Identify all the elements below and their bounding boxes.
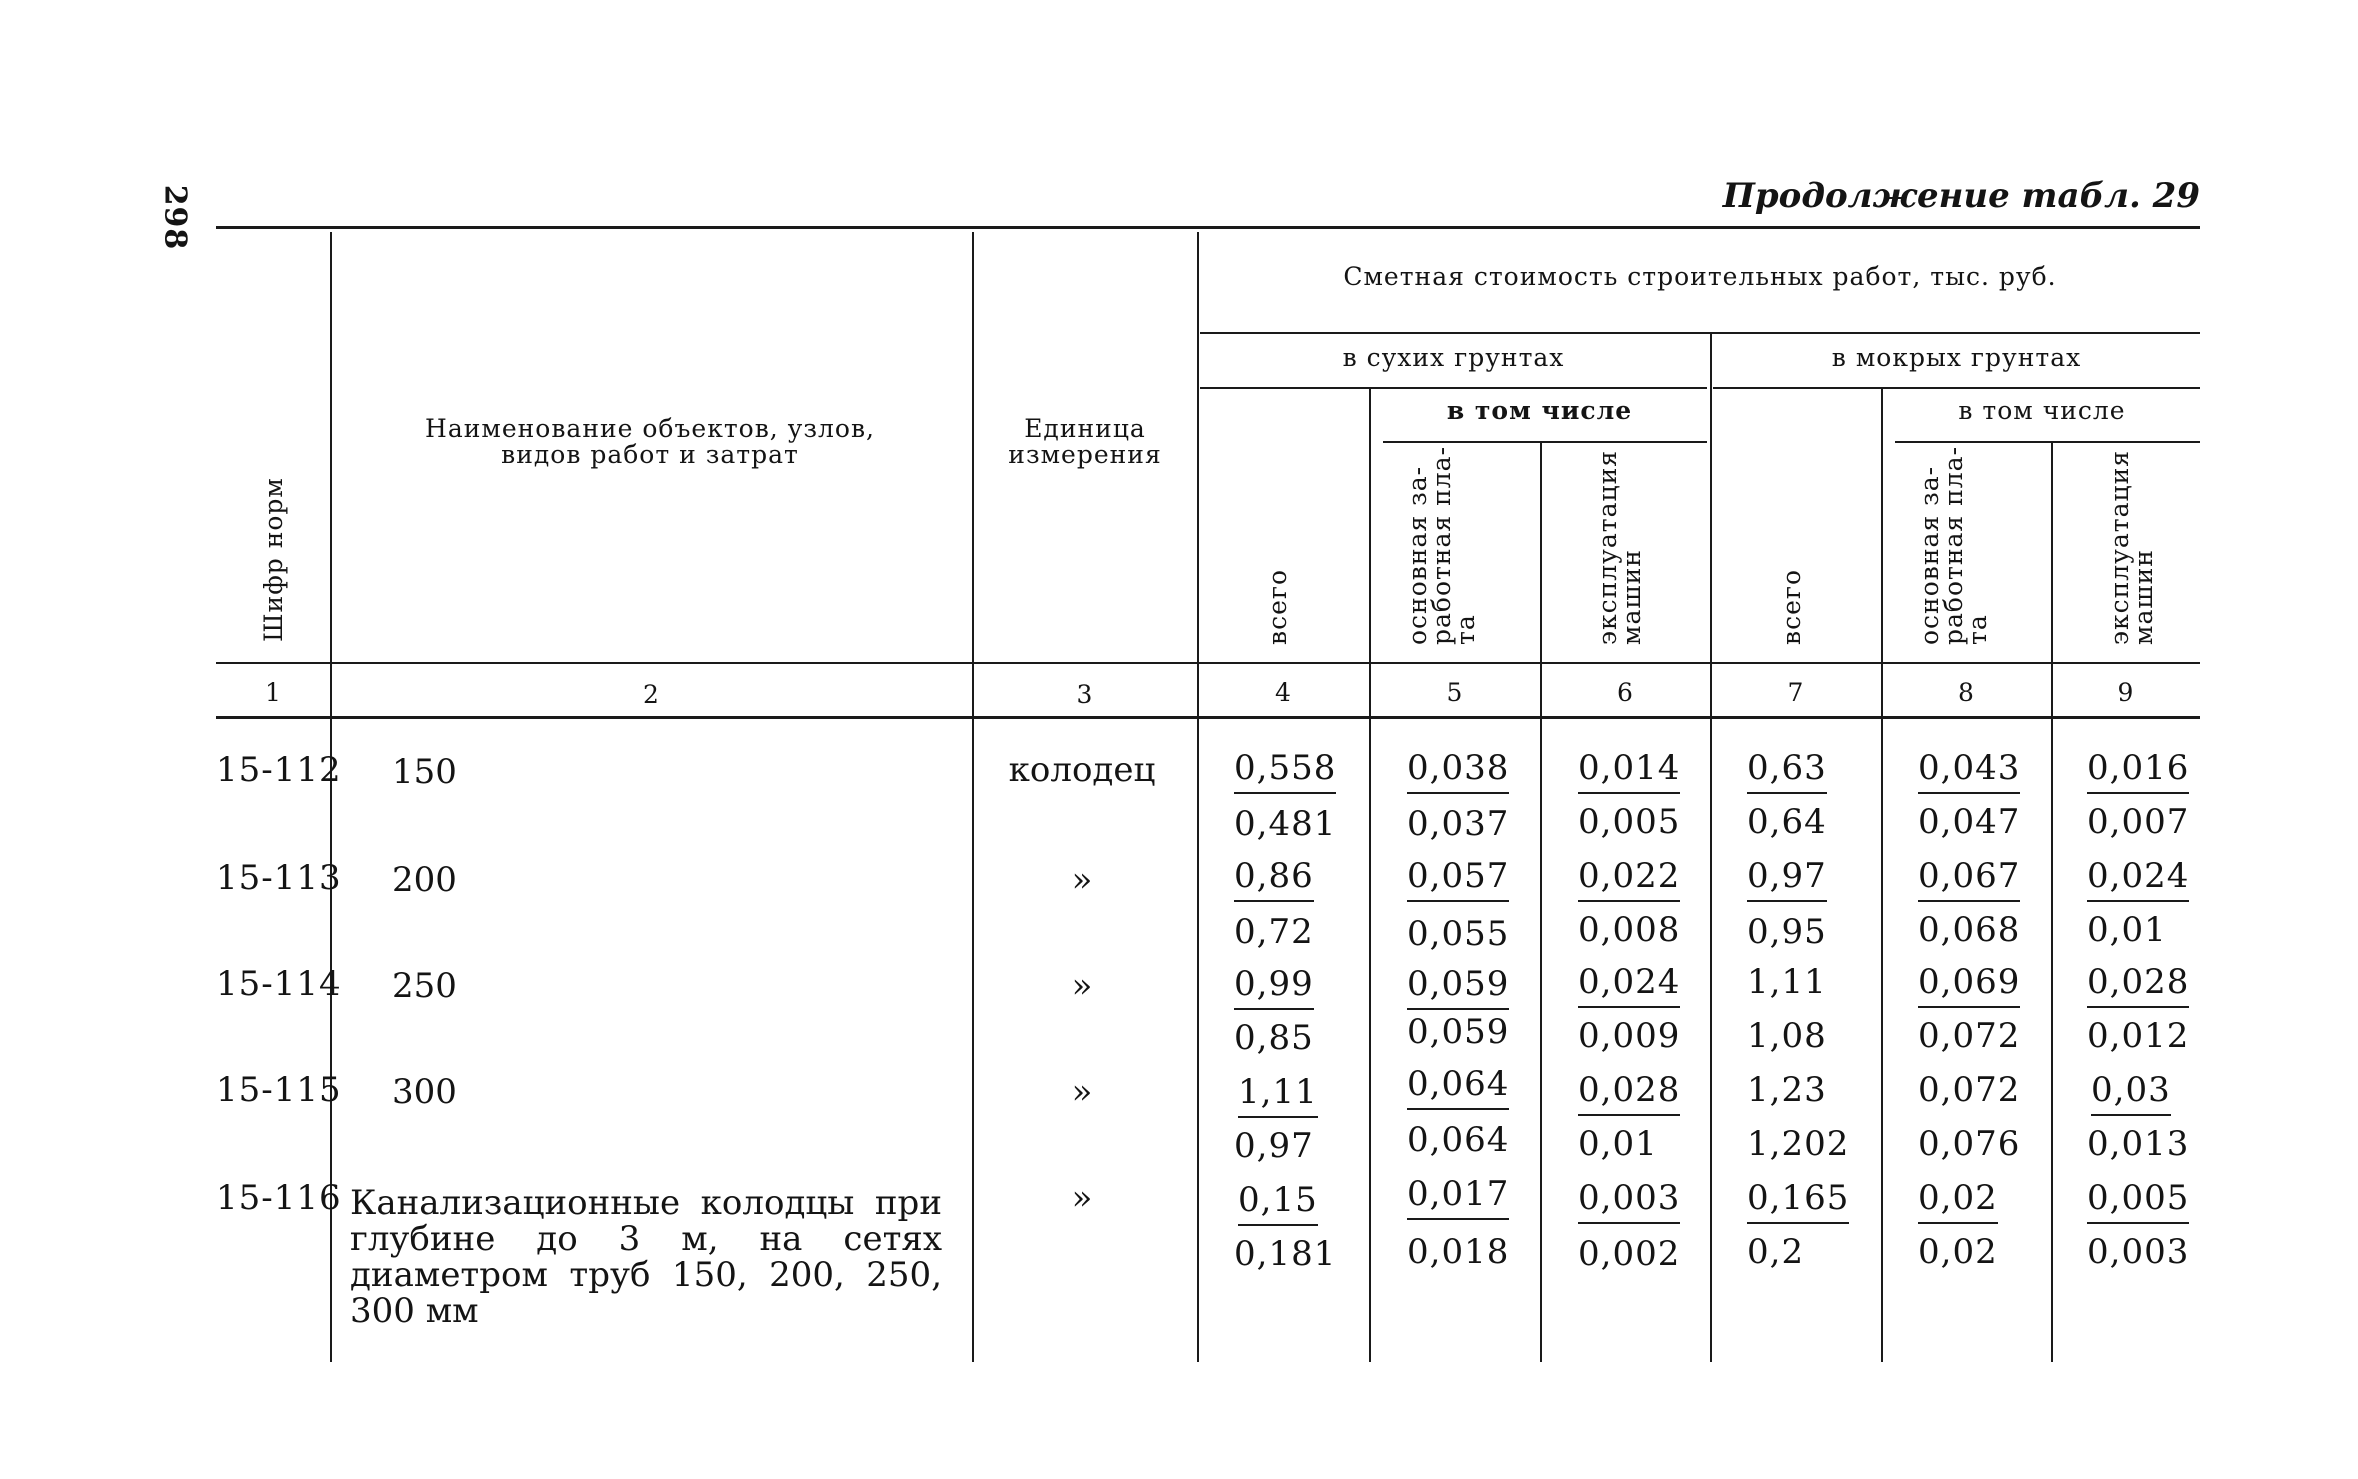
value-bottom: 0,97 xyxy=(1234,1126,1314,1166)
table-top-rule xyxy=(216,226,2200,229)
value-bottom: 0,047 xyxy=(1918,802,2021,842)
header-wage-dry: основная за- работная пла- та xyxy=(1403,445,1480,645)
value-bottom: 0,072 xyxy=(1918,1016,2021,1056)
value-bottom: 0,01 xyxy=(1578,1124,1658,1164)
colnum-1: 1 xyxy=(265,678,281,707)
value-top: 0,017 xyxy=(1407,1174,1509,1220)
dry-wet-rule-dry xyxy=(1200,387,1707,389)
value-top: 0,86 xyxy=(1234,856,1314,902)
v-rule-4 xyxy=(1369,387,1371,1362)
value-bottom: 0,2 xyxy=(1747,1232,1805,1272)
v-rule-6 xyxy=(1710,332,1712,1362)
value-top: 0,022 xyxy=(1578,856,1680,902)
value-bottom: 0,068 xyxy=(1918,910,2021,950)
value-top: 0,043 xyxy=(1918,748,2020,794)
value-bottom: 0,002 xyxy=(1578,1234,1681,1274)
row-code: 15-114 xyxy=(216,964,342,1004)
colnum-4: 4 xyxy=(1275,678,1291,707)
value-bottom: 0,02 xyxy=(1918,1232,1998,1272)
value-bottom: 1,202 xyxy=(1747,1124,1850,1164)
colnum-7: 7 xyxy=(1787,678,1804,707)
row-code: 15-112 xyxy=(216,750,342,790)
value-bottom: 0,012 xyxy=(2087,1016,2190,1056)
value-top: 0,558 xyxy=(1234,748,1336,794)
value-bottom: 0,01 xyxy=(2087,910,2167,950)
value-bottom: 0,003 xyxy=(2087,1232,2190,1272)
value-top: 0,057 xyxy=(1407,856,1509,902)
dry-wet-rule-wet xyxy=(1713,387,2200,389)
colnum-9: 9 xyxy=(2117,678,2134,707)
value-top: 0,005 xyxy=(2087,1178,2189,1224)
value-bottom: 0,037 xyxy=(1407,804,1510,844)
row-unit: колодец xyxy=(1008,750,1156,790)
value-top: 0,069 xyxy=(1918,962,2020,1008)
header-machines-wet: эксплуатация машин xyxy=(2105,449,2158,645)
value-top: 0,014 xyxy=(1578,748,1680,794)
value-top: 0,15 xyxy=(1238,1180,1318,1226)
colnum-2: 2 xyxy=(643,680,659,709)
row-code: 15-115 xyxy=(216,1070,342,1110)
row-unit: » xyxy=(1071,1178,1093,1218)
value-bottom: 1,08 xyxy=(1747,1016,1827,1056)
header-including-wet: в том числе xyxy=(1958,396,2126,425)
value-bottom: 0,064 xyxy=(1407,1120,1510,1160)
value-bottom: 0,005 xyxy=(1578,802,1681,842)
value-top: 0,024 xyxy=(1578,962,1680,1008)
value-top: 0,97 xyxy=(1747,856,1827,902)
header-wet: в мокрых грунтах xyxy=(1831,343,2082,372)
value-top: 0,016 xyxy=(2087,748,2189,794)
row-code: 15-113 xyxy=(216,858,342,898)
page-number: 298 xyxy=(157,184,193,251)
colnum-3: 3 xyxy=(1076,680,1093,709)
value-top: 0,072 xyxy=(1918,1070,2021,1110)
colnum-8: 8 xyxy=(1958,678,1974,707)
colnum-6: 6 xyxy=(1617,678,1633,707)
row-code: 15-116 xyxy=(216,1178,342,1218)
value-top: 0,064 xyxy=(1407,1064,1509,1110)
value-bottom: 0,076 xyxy=(1918,1124,2021,1164)
value-top: 0,028 xyxy=(1578,1070,1680,1116)
value-bottom: 0,009 xyxy=(1578,1016,1681,1056)
header-wage-wet: основная за- работная пла- та xyxy=(1915,445,1992,645)
value-top: 0,038 xyxy=(1407,748,1509,794)
continuation-title: Продолжение табл. 29 xyxy=(1722,176,2200,216)
header-col1: Шифр норм xyxy=(259,477,288,642)
value-bottom: 0,85 xyxy=(1234,1018,1314,1058)
header-col2: Наименование объектов, узлов, видов работ и затрат xyxy=(425,414,875,469)
header-machines-dry: эксплуатация машин xyxy=(1593,449,1646,645)
value-top: 1,23 xyxy=(1747,1070,1827,1110)
header-cost-group: Сметная стоимость строительных работ, тыс. руб. xyxy=(1343,262,2057,291)
value-top: 0,03 xyxy=(2091,1070,2171,1116)
v-rule-3 xyxy=(1197,232,1199,1362)
row-name: 200 xyxy=(392,860,457,900)
value-top: 0,067 xyxy=(1918,856,2020,902)
value-bottom: 0,007 xyxy=(2087,802,2190,842)
value-top: 1,11 xyxy=(1747,962,1827,1002)
cost-group-rule xyxy=(1200,332,2200,334)
value-bottom: 0,018 xyxy=(1407,1232,1510,1272)
value-bottom: 0,008 xyxy=(1578,910,1681,950)
header-dry: в сухих грунтах xyxy=(1342,343,1565,372)
v-rule-5 xyxy=(1540,441,1542,1362)
value-bottom: 0,181 xyxy=(1234,1234,1337,1274)
value-bottom: 0,481 xyxy=(1234,804,1337,844)
row-name: Канализационные колодцы при глубине до 3 м, на сетях диаметром труб 150, 200, 250, 300 мм xyxy=(350,1183,942,1331)
value-top: 0,02 xyxy=(1918,1178,1998,1224)
row-unit: » xyxy=(1071,860,1093,900)
row-name: 250 xyxy=(392,966,457,1006)
value-bottom: 0,72 xyxy=(1234,912,1314,952)
value-bottom: 0,64 xyxy=(1747,802,1827,842)
value-bottom: 0,013 xyxy=(2087,1124,2190,1164)
v-rule-8 xyxy=(2051,441,2053,1362)
row-name: 150 xyxy=(392,752,457,792)
value-top: 1,11 xyxy=(1238,1072,1318,1118)
colnum-bottom-rule xyxy=(216,716,2200,719)
header-total-dry: всего xyxy=(1263,568,1292,645)
value-bottom: 0,059 xyxy=(1407,1012,1510,1052)
colnum-5: 5 xyxy=(1446,678,1463,707)
value-top: 0,63 xyxy=(1747,748,1827,794)
value-top: 0,028 xyxy=(2087,962,2189,1008)
row-name: 300 xyxy=(392,1072,457,1112)
including-rule-dry xyxy=(1383,441,1707,443)
v-rule-7 xyxy=(1881,387,1883,1362)
value-top: 0,165 xyxy=(1747,1178,1849,1224)
value-top: 0,99 xyxy=(1234,964,1314,1010)
header-bottom-rule xyxy=(216,662,2200,664)
including-rule-wet xyxy=(1895,441,2200,443)
value-bottom: 0,95 xyxy=(1747,912,1827,952)
value-top: 0,059 xyxy=(1407,964,1509,1010)
value-top: 0,003 xyxy=(1578,1178,1680,1224)
header-including-dry: в том числе xyxy=(1446,396,1633,425)
row-unit: » xyxy=(1071,966,1093,1006)
header-col3: Единица измерения xyxy=(1008,414,1162,469)
value-bottom: 0,055 xyxy=(1407,914,1510,954)
header-total-wet: всего xyxy=(1777,568,1806,645)
value-top: 0,024 xyxy=(2087,856,2189,902)
row-unit: » xyxy=(1071,1072,1093,1112)
